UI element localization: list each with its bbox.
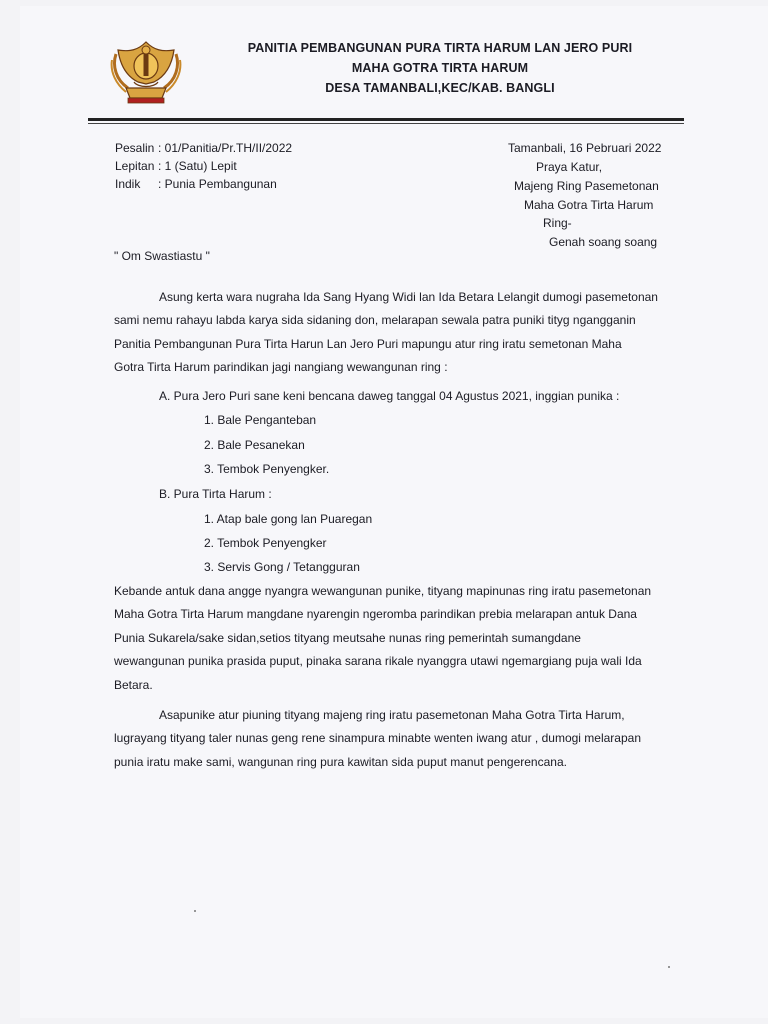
meta-lepitan-value: : 1 (Satu) Lepit — [158, 159, 237, 173]
paragraph-line: punia iratu make sami, wangunan ring pura kawitan sida puput manut pengerencana. — [114, 754, 567, 769]
paragraph-line: Kebande antuk dana angge nyangra wewangunan punike, tityang mapinunas ring iratu pasemetonan — [114, 584, 652, 598]
closing-paragraph — [114, 704, 684, 774]
request-paragraph — [114, 580, 684, 697]
section-b-heading: B. Pura Tirta Harum : — [159, 487, 272, 501]
meta-pesalin-label: Pesalin — [115, 141, 155, 155]
paragraph-line: lugrayang tityang taler nunas geng rene sinampura minabte wenten iwang atur , dumogi melarapan — [114, 731, 641, 746]
list-item-b1: 1. Atap bale gong lan Puaregan — [204, 512, 373, 526]
meta-lepitan — [115, 157, 292, 175]
meta-indik-value: : Punia Pembangunan — [158, 177, 277, 191]
letterhead-line-3: DESA TAMANBALI,KEC/KAB. BANGLI — [325, 81, 555, 95]
paragraph-line: Betara. — [114, 677, 153, 692]
recipient-line-5: Genah soang soang — [549, 235, 658, 249]
paragraph-line: Asapunike atur piuning tityang majeng ring iratu pasemetonan Maha Gotra Tirta Harum, — [159, 708, 625, 722]
regency-emblem-icon — [108, 36, 184, 106]
letter-metadata — [115, 139, 292, 193]
list-item-a1: 1. Bale Penganteban — [204, 413, 317, 427]
paragraph-line: Gotra Tirta Harum parindikan jagi nangiang wewangunan ring : — [114, 360, 448, 375]
letterhead-line-1: PANITIA PEMBANGUNAN PURA TIRTA HARUM LAN JERO PURI — [247, 41, 633, 55]
meta-indik-label: Indik — [115, 177, 141, 191]
paragraph-line: sami nemu rahayu labda karya sida sidaning don, melarapan sewala patra puniki tityg ngangganin — [114, 313, 636, 328]
paragraph-line: Asung kerta wara nugraha Ida Sang Hyang Widi lan Ida Betara Lelangit dumogi pasemetonan — [159, 290, 658, 304]
paragraph-line: Punia Sukarela/sake sidan,setios tityang meutsahe nunas ring pemerintah sumangdane — [114, 630, 581, 645]
recipient-line-4: Ring- — [543, 216, 572, 230]
meta-pesalin — [115, 139, 292, 157]
letterhead-line-2: MAHA GOTRA TIRTA HARUM — [351, 61, 529, 75]
list-item-b2: 2. Tembok Penyengker — [204, 536, 327, 550]
section-a-heading: A. Pura Jero Puri sane keni bencana daweg tanggal 04 Agustus 2021, inggian punika : — [159, 389, 620, 403]
list-item-a2: 2. Bale Pesanekan — [204, 438, 305, 452]
scan-speck — [668, 966, 670, 968]
opening-paragraph — [114, 286, 684, 380]
scan-speck — [194, 910, 196, 912]
greeting: " Om Swastiastu " — [114, 249, 210, 263]
recipient-line-1: Praya Katur, — [536, 160, 603, 174]
header-rule-thin — [88, 123, 684, 124]
paragraph-line: Maha Gotra Tirta Harum mangdane nyarengin ngeromba parindikan prebia melarapan antuk Dana — [114, 607, 637, 622]
header-rule-thick — [88, 118, 684, 121]
meta-pesalin-value: : 01/Panitia/Pr.TH/II/2022 — [158, 141, 293, 155]
letter-date: Tamanbali, 16 Pebruari 2022 — [508, 141, 662, 155]
recipient-line-2: Majeng Ring Pasemetonan — [514, 179, 659, 193]
paragraph-line: wewangunan punika prasida puput, pinaka sarana rikale nyanggra utawi ngemargiang puja wali Ida — [114, 654, 642, 669]
meta-indik — [115, 175, 292, 193]
letterhead — [200, 38, 680, 98]
recipient-line-3: Maha Gotra Tirta Harum — [524, 198, 654, 212]
paragraph-line: Panitia Pembangunan Pura Tirta Harun Lan Jero Puri mapungu atur ring iratu semetonan Maha — [114, 336, 622, 351]
list-item-b3: 3. Servis Gong / Tetangguran — [204, 560, 360, 574]
list-item-a3: 3. Tembok Penyengker. — [204, 462, 330, 476]
meta-lepitan-label: Lepitan — [115, 159, 155, 173]
